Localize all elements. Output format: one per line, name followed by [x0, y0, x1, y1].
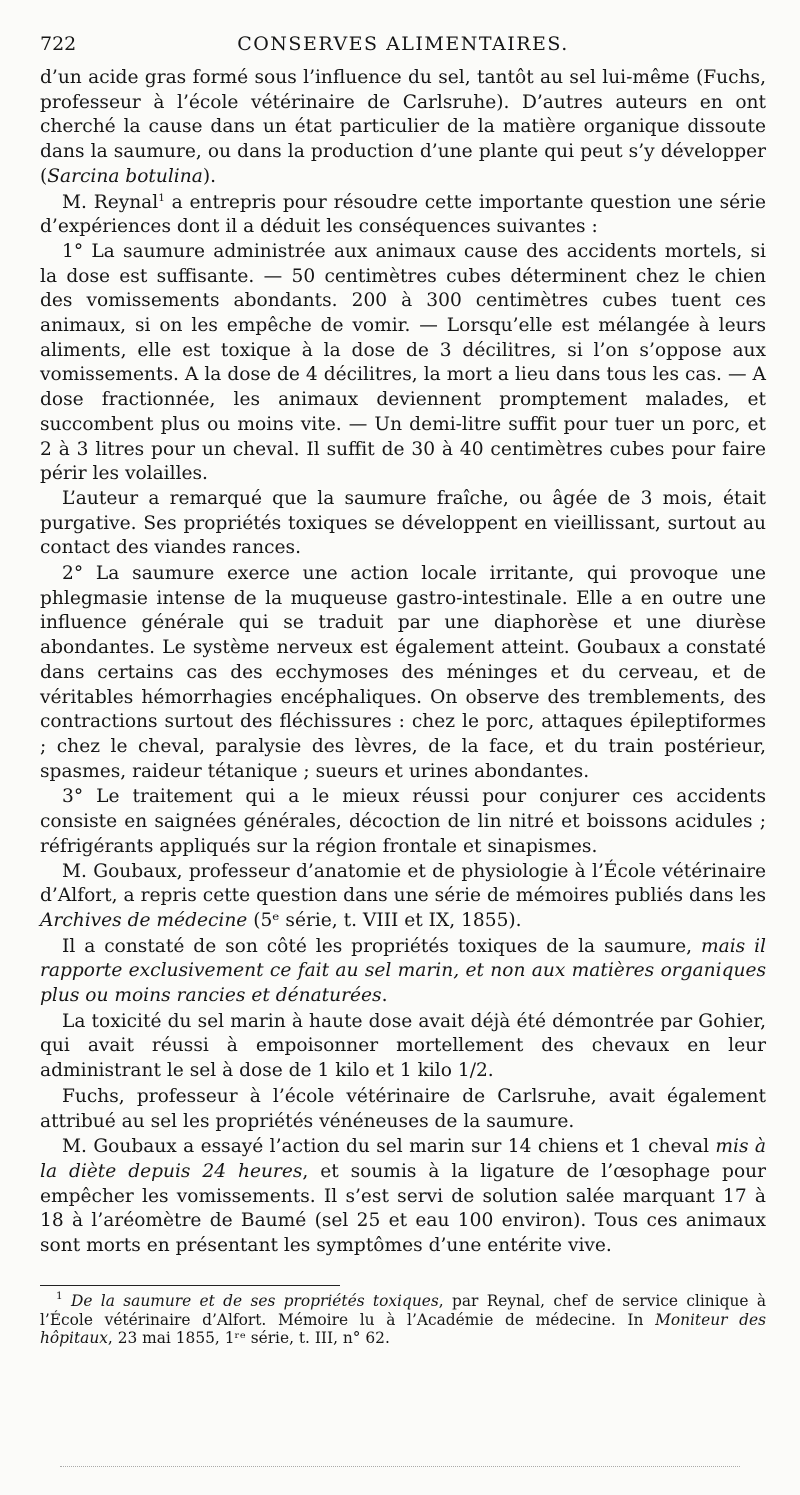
essaye-text: M. Goubaux a essayé l’action du sel marin sur 14 chiens et 1 cheval [62, 1136, 716, 1158]
page-number: 722 [40, 33, 77, 55]
goubaux-ref: (5ᵉ série, t. VIII et IX, 1855). [247, 909, 522, 931]
paragraph-point-2: 2° La saumure exerce une action locale irritante, qui provoque une phlegmasie intense de la muqueuse gastro-intestinale. Elle a en outre une influence générale qui se traduit par une diaphorèse et une diurèse abondantes. Le système nerveux est également atteint. Goubaux a constaté dans certains cas des ecchymoses des méninges et du cerveau, et de véritables hémorrhagies encéphaliques. On observe des tremblements, des contractions surtout des fléchissures : chez le porc, attaques épileptiformes ; chez le cheval, paralysie des lèvres, de la face, et du train postérieur, spasmes, raideur tétanique ; sueurs et urines abondantes. [40, 563, 766, 782]
constate-italic: mais il rapporte exclusivement ce fait au sel marin, et non aux matières organiques plus ou moins rancies et dénaturées [40, 935, 767, 1007]
page-header [40, 30, 766, 60]
constate-end: . [381, 985, 388, 1007]
sarcina-botulina: Sarcina botulina [47, 165, 203, 187]
paragraph-essaye [40, 1135, 766, 1259]
goubaux-text: M. Goubaux, professeur d’anatomie et de physiologie à l’École vétérinaire d’Alfort, a repris cette question dans une série de mémoires publiés dans les [40, 860, 766, 907]
paragraph-fuchs: Fuchs, professeur à l’école vétérinaire de Carlsruhe, avait également attribué au sel les propriétés vénéneuses de la saumure. [40, 1085, 766, 1132]
footnote-ref: , 23 mai 1855, 1ʳᵉ série, t. III, n° 62. [107, 1329, 390, 1348]
footnote-reference[interactable]: 1 [158, 191, 165, 204]
footnote-title: De la saumure et de ses propriétés toxiques [71, 1291, 439, 1310]
paragraph-goubaux [40, 860, 766, 934]
intro-end: ). [202, 165, 216, 187]
archives-title: Archives de médecine [40, 909, 248, 931]
footnote-mark: 1 [56, 1289, 63, 1302]
footnote-journal: Moniteur des hôpitaux [40, 1310, 766, 1348]
paragraph-point-1: 1° La saumure administrée aux animaux cause des accidents mortels, si la dose est suffisante. — 50 centimètres cubes déterminent chez le chien des vomissements abondants. 200 à 300 centimètres cubes tuent ces animaux, si on les empêche de vomir. — Lorsqu’elle est mélangée à leurs aliments, elle est toxique à la dose de 3 décilitres, si l’on s’oppose aux vomissements. A la dose de 4 décilitres, la mort a lieu dans tous les cas. — A dose fractionnée, les animaux deviennent promptement malades, et succombent plus ou moins vite. — Un demi-litre suffit pour tuer un porc, et 2 à 3 litres pour un cheval. Il suffit de 30 à 40 centimètres cubes pour faire périr les volailles. [40, 240, 766, 485]
paragraph-toxicite: La toxicité du sel marin à haute dose avait déjà été démontrée par Gohier, qui avait réussi à empoisonner mortellement des chevaux en leur administrant le sel à dose de 1 kilo et 1 kilo 1/2. [40, 1010, 766, 1082]
paragraph-constate [40, 935, 766, 1009]
constate-text: Il a constaté de son côté les propriétés toxiques de la saumure, [62, 935, 701, 957]
scan-artifact-line [60, 1466, 740, 1467]
paragraph-reynal [40, 191, 766, 240]
intro-text: d’un acide gras formé sous l’influence du sel, tantôt au sel lui-même (Fuchs, professeur à l’école vétérinaire de Carlsruhe). D’autres auteurs en ont cherché la cause dans un état particulier de la matière organique dissoute dans la saumure, ou dans la production d’une plante qui peut s’y développer ( [40, 67, 766, 187]
reynal-name: M. Reynal [62, 191, 159, 213]
paragraph-intro [40, 66, 766, 190]
paragraph-point-3: 3° Le traitement qui a le mieux réussi pour conjurer ces accidents consiste en saignées générales, décoction de lin nitré et boissons acidules ; réfrigérants appliqués sur la région frontale et sinapismes. [40, 786, 766, 857]
footnote [40, 1289, 766, 1348]
running-title: CONSERVES ALIMENTAIRES. [237, 33, 569, 55]
paragraph-author-remark: L’auteur a remarqué que la saumure fraîche, ou âgée de 3 mois, était purgative. Ses propriétés toxiques se développent en vieillissant, surtout au contact des viandes rances. [40, 487, 766, 559]
footnote-divider [40, 1285, 340, 1286]
reynal-text: a entrepris pour résoudre cette importante question une série d’expériences dont il a déduit les conséquences suivantes : [40, 191, 766, 238]
footnote-text: , par Reynal, chef de service clinique à l’École vétérinaire d’Alfort. Mémoire lu à l’Académie de médecine. In [40, 1291, 766, 1329]
essaye-italic: mis à la diète depuis 24 heures [40, 1136, 767, 1182]
main-text [40, 66, 766, 1259]
essaye-end: , et soumis à la ligature de l’œsophage pour empêcher les vomissements. Il s’est servi de solution salée marquant 17 à 18 à l’aréomètre de Baumé (sel 25 et eau 100 environ). Tous ces animaux sont morts en présentant les symptômes d’une entérite vive. [40, 1160, 767, 1257]
